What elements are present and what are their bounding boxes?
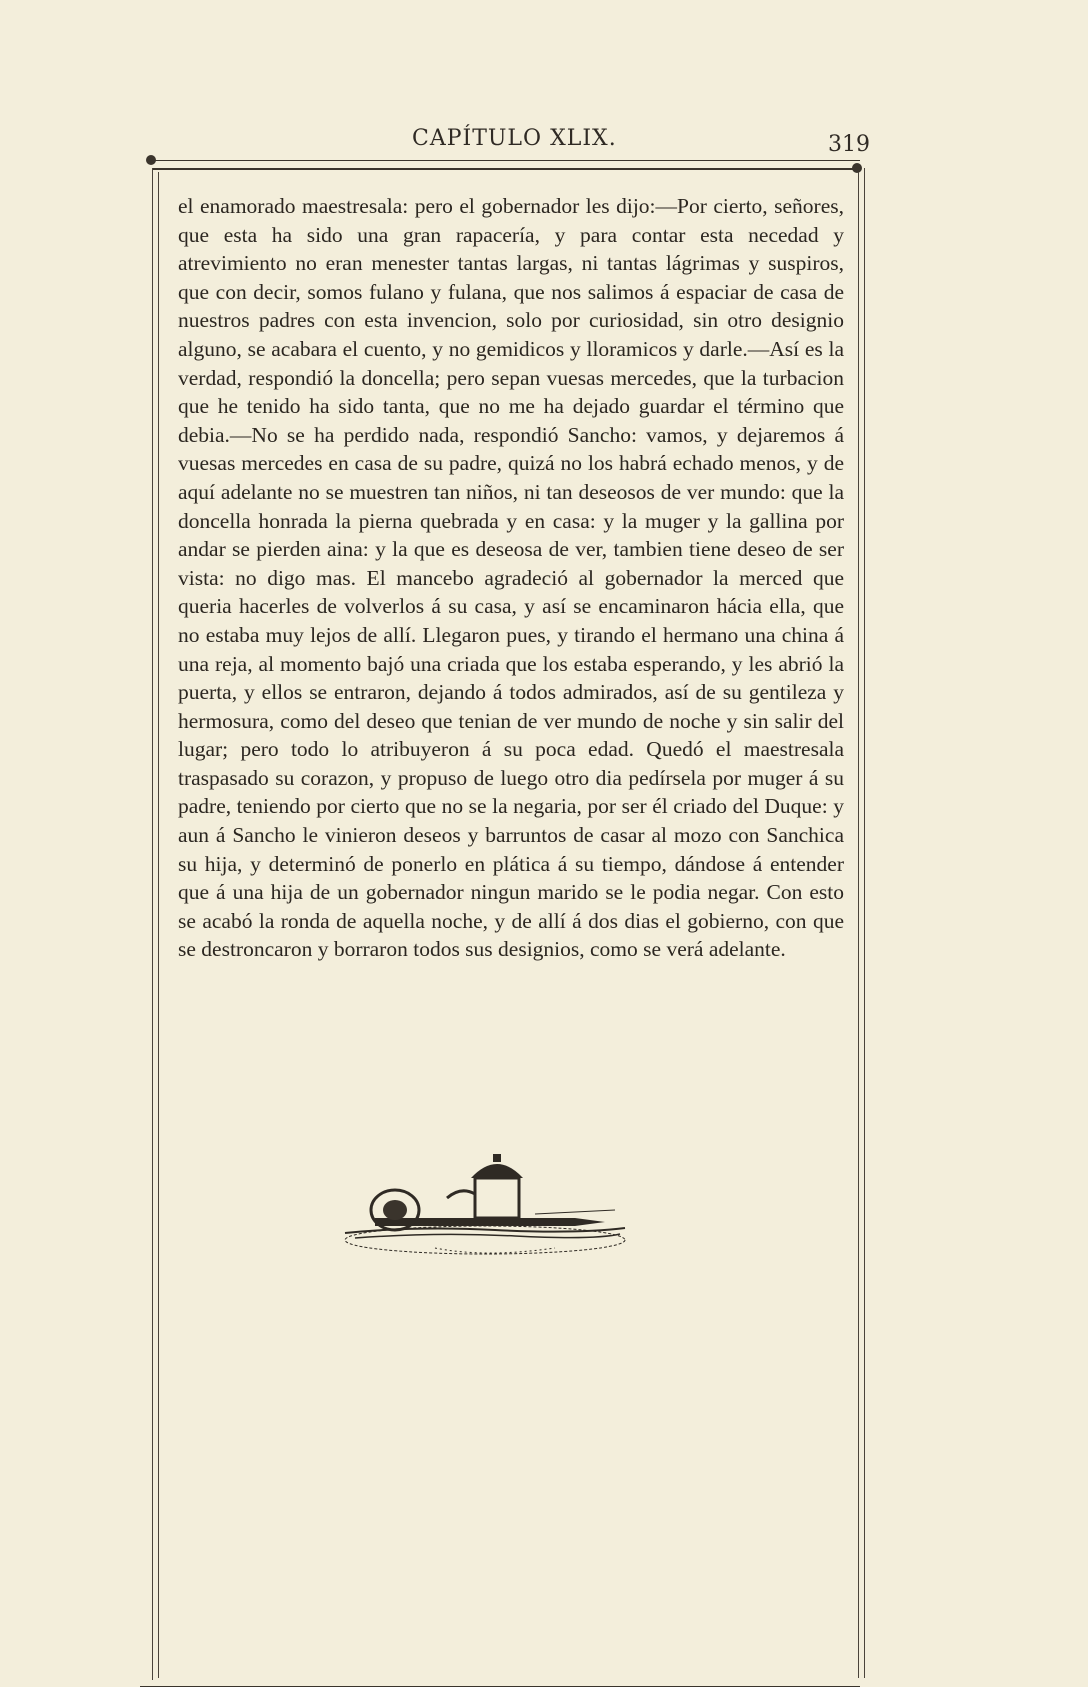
frame-right-inner	[864, 168, 865, 1678]
frame-left	[152, 168, 153, 1680]
corner-ornament-icon	[852, 163, 862, 173]
top-rule	[152, 160, 860, 161]
corner-ornament-icon	[146, 155, 156, 165]
chapter-title: CAPÍTULO XLIX.	[412, 126, 617, 151]
tailpiece-engraving-icon	[335, 1148, 635, 1268]
frame-left-inner	[158, 172, 159, 1678]
top-rule-inner	[152, 168, 860, 170]
frame-right	[858, 172, 859, 1678]
page-number: 319	[828, 132, 870, 157]
running-header	[150, 126, 870, 160]
body-paragraph: el enamorado maestresala: pero el gobernador les dijo:—Por cierto, señores, que esta ha sido una gran rapacería, y para contar esta necedad y atrevimiento no eran menester tantas largas, ni tantas lágrimas y suspiros, que con decir, somos fulano y fulana, que nos salimos á espaciar de casa de nuestros padres con esta invencion, solo por curiosidad, sin otro designio alguno, se acabara el cuento, y no gemidicos y lloramicos y darle.—Así es la verdad, respondió la doncella; pero sepan vuesas mercedes, que la turbacion que he tenido ha sido tanta, que no me ha dejado guardar el término que debia.—No se ha perdido nada, respondió Sancho: vamos, y dejaremos á vuesas mercedes en casa de su padre, quizá no los habrá echado menos, y de aquí adelante no se muestren tan niños, ni tan deseosos de ver mundo: que la doncella honrada la pierna quebrada y en casa: y la muger y la gallina por andar se pierden aina: y la que es deseosa de ver, tambien tiene deseo de ser vista: no digo mas. El mancebo agradeció al gobernador la merced que queria hacerles de volverlos á su casa, y así se encaminaron hácia ella, que no estaba muy lejos de allí. Llegaron pues, y tirando el hermano una china á una reja, al momento bajó una criada que los estaba esperando, y les abrió la puerta, y ellos se entraron, dejando á todos admirados, así de su gentileza y hermosura, como del deseo que tenian de ver mundo de noche y sin salir del lugar; pero todo lo atribuyeron á su poca edad. Quedó el maestresala traspasado su corazon, y propuso de luego otro dia pedírsela por muger á su padre, teniendo por cierto que no se la negaria, por ser él criado del Duque: y aun á Sancho le vinieron deseos y barruntos de casar al mozo con Sanchica su hija, y determinó de ponerlo en plática á su tiempo, dándose á entender que á una hija de un gobernador ningun marido se le podia negar. Con esto se acabó la ronda de aquella noche, y de allí á dos dias el gobierno, con que se destroncaron y borraron todos sus designios, como se verá adelante.	[178, 194, 844, 962]
